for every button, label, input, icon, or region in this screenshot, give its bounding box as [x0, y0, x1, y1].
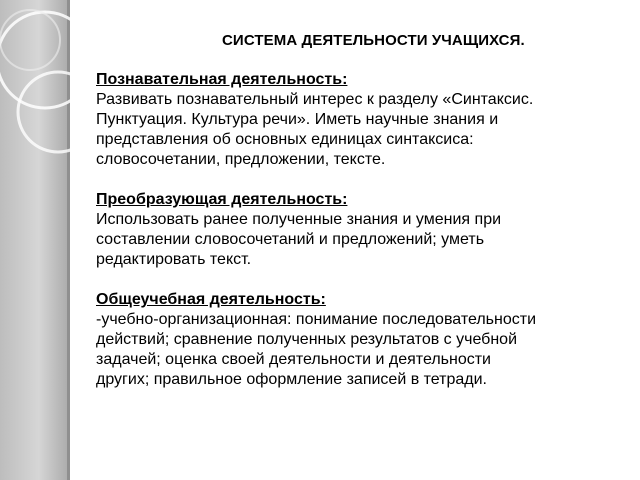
section-line: задачей; оценка своей деятельности и деятельности — [96, 351, 491, 368]
section-heading: Общеучебная деятельность: — [96, 291, 326, 308]
section-line: Пунктуация. Культура речи». Иметь научные знания и — [96, 111, 499, 128]
slide-title: СИСТЕМА ДЕЯТЕЛЬНОСТИ УЧАЩИХСЯ. — [222, 32, 525, 49]
section-general-educational — [96, 290, 616, 390]
section-heading: Познавательная деятельность: — [96, 71, 348, 88]
section-line: действий; сравнение полученных результатов с учебной — [96, 331, 518, 348]
section-heading: Преобразующая деятельность: — [96, 191, 348, 208]
section-line: Использовать ранее полученные знания и умения при — [96, 211, 502, 228]
section-line: словосочетании, предложении, тексте. — [96, 151, 386, 168]
section-line: -учебно-организационная: понимание последовательности — [96, 311, 537, 328]
section-line: представления об основных единицах синтаксиса: — [96, 131, 474, 148]
section-cognitive — [96, 70, 616, 170]
slide-body — [96, 70, 616, 410]
section-transforming — [96, 190, 616, 270]
decorative-circles — [0, 0, 110, 200]
section-line: редактировать текст. — [96, 251, 252, 268]
section-line: составлении словосочетаний и предложений; уметь — [96, 231, 485, 248]
section-line: других; правильное оформление записей в тетради. — [96, 371, 487, 388]
section-line: Развивать познавательный интерес к разделу «Синтаксис. — [96, 91, 534, 108]
